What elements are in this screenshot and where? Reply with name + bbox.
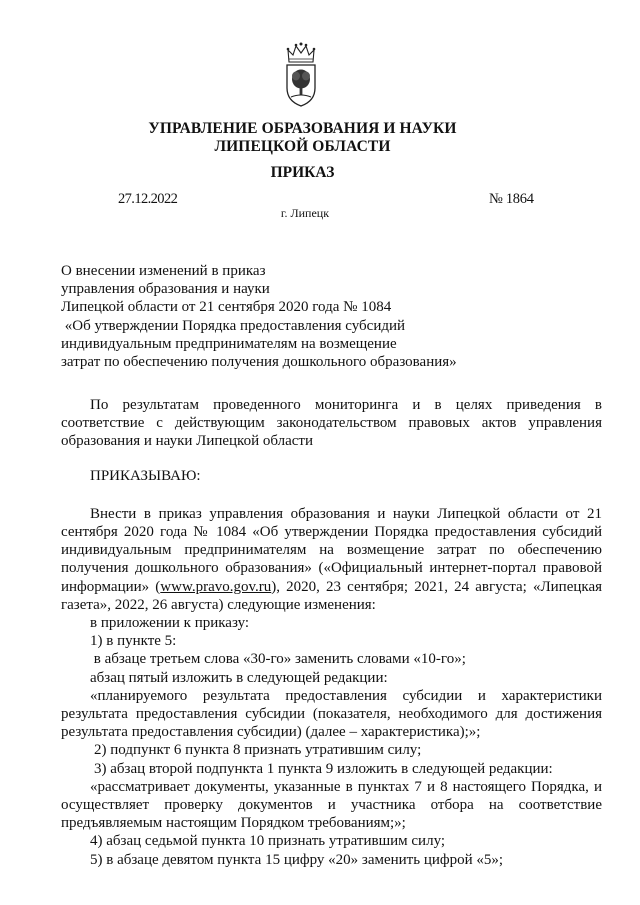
quote-paragraph: «планируемого результата предоставления субсидии и характеристики результата предоставления субсидии (показателя, необходимого для достижения результата предоставления субсидии) (далее – характеристика);»; <box>61 687 602 741</box>
subject-line: О внесении изменений в приказ <box>61 263 266 279</box>
list-item: 4) абзац седьмой пункта 10 признать утратившим силу; <box>90 833 446 850</box>
list-item: 5) в абзаце девятом пункта 15 цифру «20» заменить цифрой «5»; <box>90 851 504 868</box>
list-item: в приложении к приказу: <box>90 615 250 632</box>
org-name-line2: ЛИПЕЦКОЙ ОБЛАСТИ <box>214 138 391 155</box>
main-text-after-link: ), 2020, 23 сентября; 2021, 24 августа; «Липецкая газета», 2022, 26 августа) следующие изменения: <box>61 578 602 613</box>
subject-line: Липецкой области от 21 сентября 2020 года № 1084 <box>61 299 392 316</box>
document-city: г. Липецк <box>280 206 330 220</box>
subject-line: управления образования и науки <box>61 281 270 298</box>
main-paragraph <box>61 505 602 614</box>
org-name-line1: УПРАВЛЕНИЕ ОБРАЗОВАНИЯ И НАУКИ <box>148 120 457 137</box>
main-text-before-link: Внести в приказ управления образования и науки Липецкой области от 21 сентября 2020 года № 1084 «Об утверждении Порядка предоставления субсидий индивидуальным предпринимателям на возмещение затрат по обеспечению получения дошкольного образования» («Официальный интернет-портал правовой информации» ( <box>61 505 602 595</box>
quote-paragraph: «рассматривает документы, указанные в пунктах 7 и 8 настоящего Порядка, и осуществляет проверку документов и участника отбора на соответствие предъявляемым настоящим Порядком требованиям;»; <box>61 778 602 832</box>
subject-line: «Об утверждении Порядка предоставления субсидий <box>61 317 406 334</box>
preamble-paragraph: По результатам проведенного мониторинга и в целях приведения в соответствие с действующим законодательством правовых актов управления образования и науки Липецкой области <box>61 397 602 450</box>
document-date: 27.12.2022 <box>118 191 178 207</box>
subject-line: затрат по обеспечению получения дошкольного образования» <box>61 354 457 371</box>
document-subject <box>61 262 457 371</box>
subject-line: индивидуальным предпринимателям на возмещение <box>61 335 397 352</box>
pravo-gov-link[interactable]: www.pravo.gov.ru <box>160 578 272 595</box>
lipetsk-coat-of-arms-icon <box>283 38 319 108</box>
document-body <box>61 396 602 869</box>
list-item: 2) подпункт 6 пункта 8 признать утратившим силу; <box>94 742 422 759</box>
document-number: № 1864 <box>489 191 534 207</box>
list-item: абзац пятый изложить в следующей редакции: <box>90 669 388 686</box>
list-item: в абзаце третьем слова «30-го» заменить словами «10-го»; <box>90 651 466 668</box>
list-item: 1) в пункте 5: <box>90 633 177 650</box>
order-word: ПРИКАЗЫВАЮ: <box>90 467 201 484</box>
list-item: 3) абзац второй подпункта 1 пункта 9 изложить в следующей редакции: <box>94 760 553 777</box>
document-type-title: ПРИКАЗ <box>270 164 335 181</box>
